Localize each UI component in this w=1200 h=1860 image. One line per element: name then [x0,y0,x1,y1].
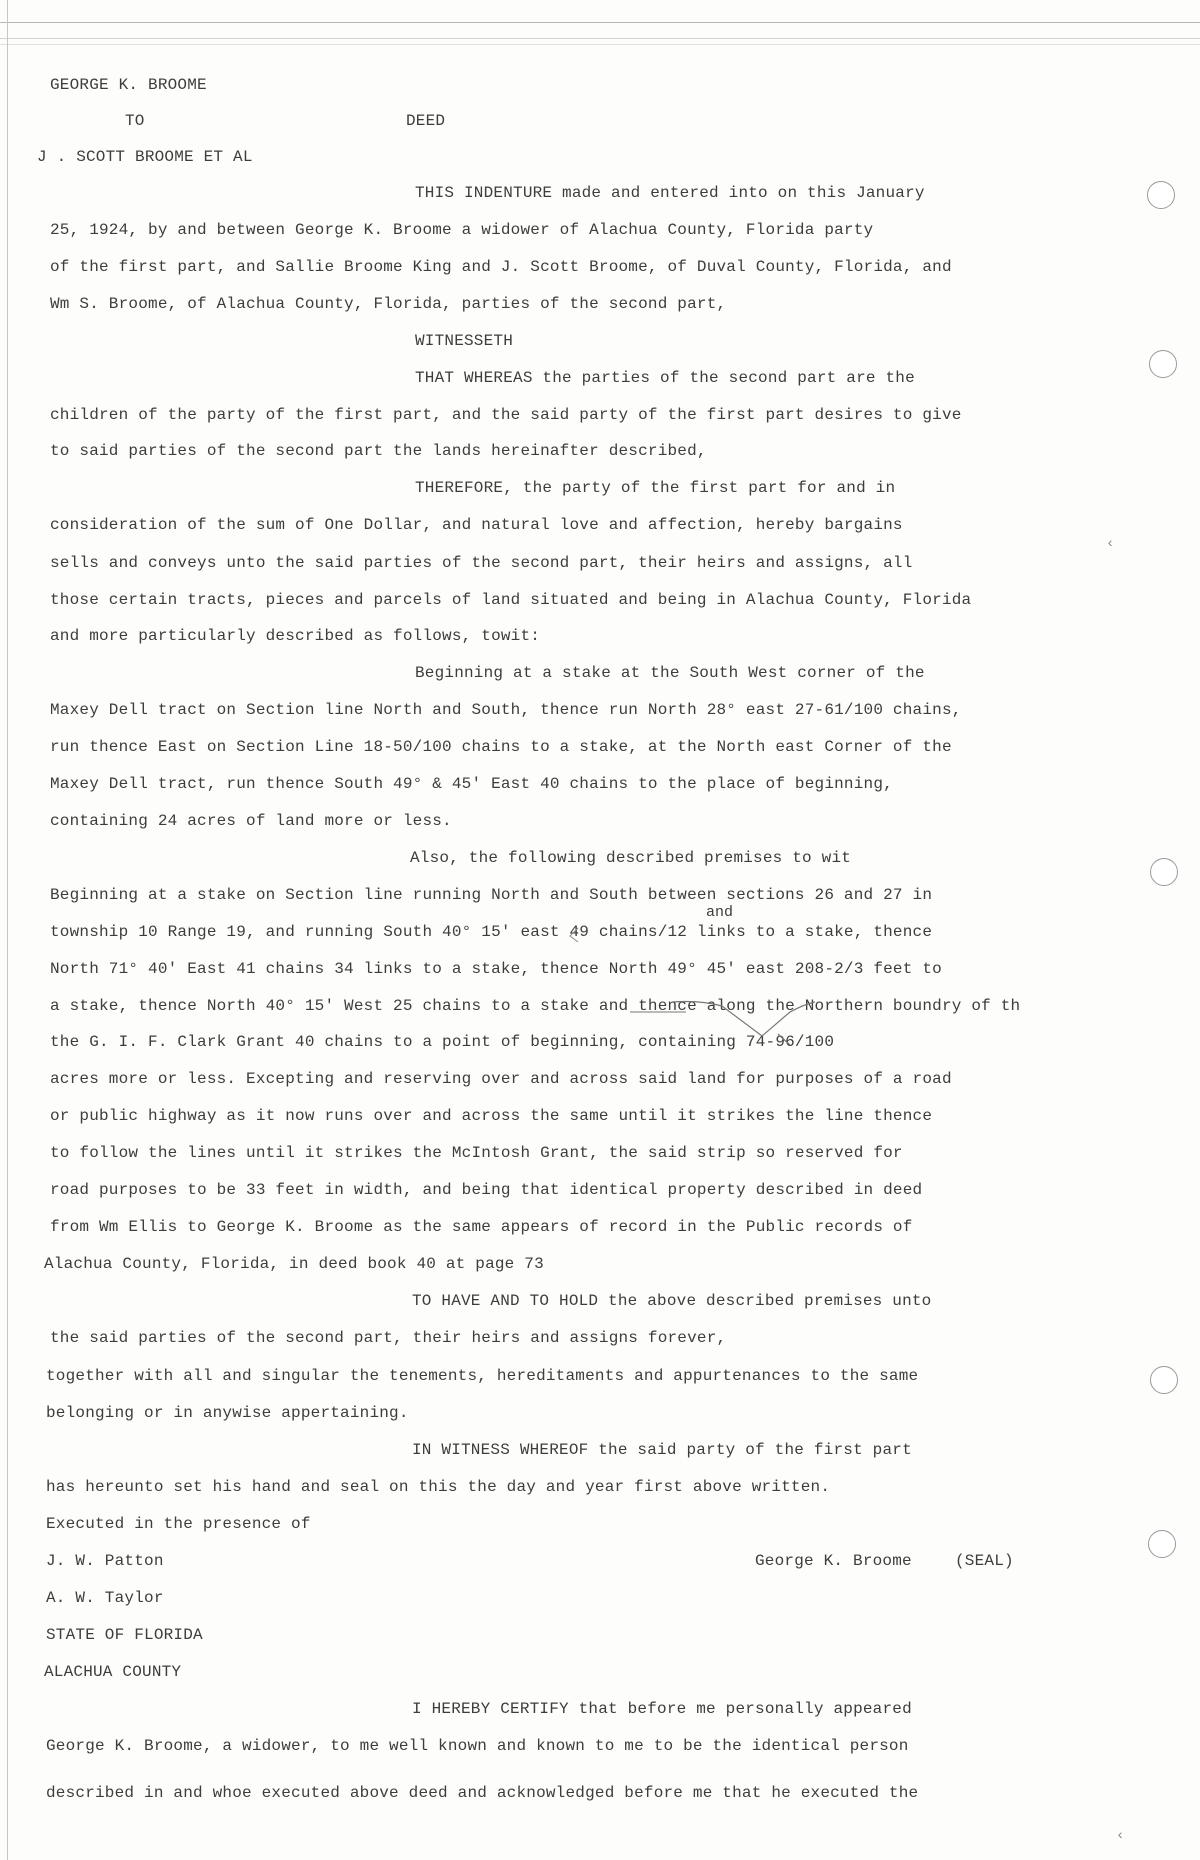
stray-mark: ‹ [1106,536,1115,552]
caption-deed: DEED [406,112,446,130]
body-line: belonging or in anywise appertaining. [46,1404,409,1422]
body-line: the G. I. F. Clark Grant 40 chains to a point of beginning, containing 74-96/100 [50,1033,835,1051]
body-line: together with all and singular the tenements, hereditaments and appurtenances to the same [46,1367,919,1385]
body-line: Maxey Dell tract on Section line North and South, thence run North 28° east 27-61/100 chains, [50,701,962,719]
body-line: of the first part, and Sallie Broome King and J. Scott Broome, of Duval County, Florida, and [50,258,952,276]
caption-grantor: GEORGE K. BROOME [50,76,207,94]
body-line: those certain tracts, pieces and parcels of land situated and being in Alachua County, Florida [50,591,972,609]
body-line: Also, the following described premises to wit [410,849,852,867]
body-line: from Wm Ellis to George K. Broome as the same appears of record in the Public records of [50,1218,913,1236]
body-line: sells and conveys unto the said parties of the second part, their heirs and assigns, all [50,554,913,572]
witness-name: J. W. Patton [46,1552,164,1570]
stray-mark: ‹ [1116,1828,1125,1844]
body-line: I HEREBY CERTIFY that before me personally appeared [412,1700,912,1718]
body-line: children of the party of the first part, and the said party of the first part desires to give [50,406,962,424]
body-line: TO HAVE AND TO HOLD the above described premises unto [412,1292,932,1310]
body-line: STATE OF FLORIDA [46,1626,203,1644]
body-line: Maxey Dell tract, run thence South 49° & 45' East 40 chains to the place of beginning, [50,775,893,793]
body-line: described in and whoe executed above deed and acknowledged before me that he executed the [46,1784,919,1802]
body-line: THAT WHEREAS the parties of the second part are the [415,369,915,387]
body-line: Wm S. Broome, of Alachua County, Florida, parties of the second part, [50,295,727,313]
interlineation-and: and [706,904,734,921]
caption-grantee: J . SCOTT BROOME ET AL [37,148,253,166]
body-line: IN WITNESS WHEREOF the said party of the first part [412,1441,912,1459]
signature-name: George K. Broome [755,1552,912,1570]
body-line: a stake, thence North 40° 15' West 25 chains to a stake and thence along the Northern boundry of th [50,997,1021,1015]
body-line: road purposes to be 33 feet in width, and being that identical property described in deed [50,1181,923,1199]
body-line: to said parties of the second part the lands hereinafter described, [50,442,707,460]
seal-label: (SEAL) [955,1552,1014,1570]
body-line: Executed in the presence of [46,1515,311,1533]
body-line: and more particularly described as follows, towit: [50,627,541,645]
body-line: run thence East on Section Line 18-50/100 chains to a stake, at the North east Corner of the [50,738,952,756]
body-line: Beginning at a stake on Section line running North and South between sections 26 and 27 in [50,886,933,904]
body-line: 25, 1924, by and between George K. Broome a widower of Alachua County, Florida party [50,221,874,239]
body-line: THIS INDENTURE made and entered into on this January [415,184,925,202]
body-line: to follow the lines until it strikes the McIntosh Grant, the said strip so reserved for [50,1144,903,1162]
body-line: acres more or less. Excepting and reserving over and across said land for purposes of a road [50,1070,952,1088]
caption-to: TO [125,112,145,130]
body-line: George K. Broome, a widower, to me well known and known to me to be the identical person [46,1737,909,1755]
body-line: township 10 Range 19, and running South 40° 15' east 49 chains/12 links to a stake, thence [50,923,933,941]
body-line: Alachua County, Florida, in deed book 40 at page 73 [44,1255,544,1273]
body-line: the said parties of the second part, their heirs and assigns forever, [50,1329,727,1347]
body-line: Beginning at a stake at the South West corner of the [415,664,925,682]
witness-name: A. W. Taylor [46,1589,164,1607]
body-line: North 71° 40' East 41 chains 34 links to a stake, thence North 49° 45' east 208-2/3 feet to [50,960,942,978]
body-line: consideration of the sum of One Dollar, and natural love and affection, hereby bargains [50,516,903,534]
body-line: THEREFORE, the party of the first part for and in [415,479,896,497]
body-line: WITNESSETH [415,332,514,350]
body-line: has hereunto set his hand and seal on this the day and year first above written. [46,1478,831,1496]
body-line: ALACHUA COUNTY [44,1663,182,1681]
body-line: containing 24 acres of land more or less. [50,812,452,830]
body-line: or public highway as it now runs over and across the same until it strikes the line thence [50,1107,933,1125]
